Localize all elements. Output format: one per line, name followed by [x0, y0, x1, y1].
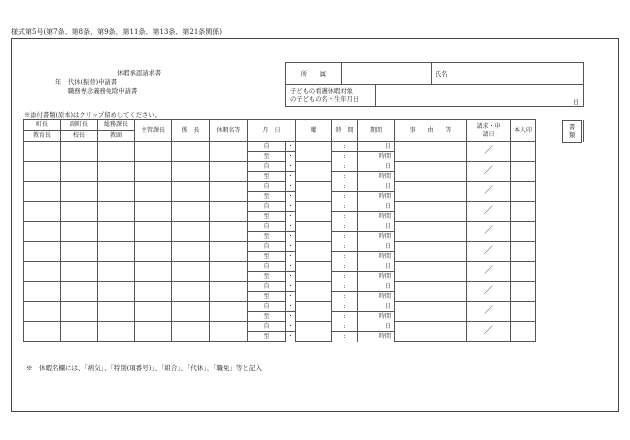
- approval-manager-cell[interactable]: [135, 262, 172, 282]
- weekday-cell[interactable]: [296, 302, 332, 322]
- row-margin: [536, 322, 584, 342]
- leave-row: [24, 222, 584, 232]
- reason-cell[interactable]: [395, 262, 467, 282]
- from-date-cell[interactable]: ・: [287, 182, 294, 190]
- footer-note: ※ 休暇名欄には、「病気」、「特別(項番号)」、「組合」、「代休」、「職免」等と記入: [26, 364, 262, 372]
- seal-cell[interactable]: [511, 262, 536, 282]
- request-date-cell[interactable]: ／: [467, 202, 511, 222]
- approval-gen-affairs-cell[interactable]: [98, 302, 135, 322]
- from-date-cell[interactable]: ・: [287, 302, 294, 310]
- period-hours-cell[interactable]: 時間: [358, 272, 395, 282]
- period-days-cell[interactable]: 日: [358, 322, 395, 332]
- start-time-cell[interactable]: :: [332, 302, 358, 312]
- reason-cell[interactable]: [395, 242, 467, 262]
- leave-row: [24, 242, 584, 252]
- request-date-cell[interactable]: ／: [467, 262, 511, 282]
- end-time-cell[interactable]: :: [332, 192, 358, 202]
- weekday-cell[interactable]: [296, 262, 332, 282]
- start-time-cell[interactable]: :: [332, 262, 358, 272]
- approval-chief-cell[interactable]: [172, 222, 210, 242]
- from-label: 自: [248, 182, 286, 192]
- approval-deputy-cell[interactable]: [61, 142, 98, 162]
- approval-deputy-cell[interactable]: [61, 242, 98, 262]
- request-date-cell[interactable]: ／: [467, 162, 511, 182]
- period-days-cell[interactable]: 日: [358, 302, 395, 312]
- row-margin: [536, 282, 584, 302]
- from-label: 自: [248, 202, 286, 212]
- approval-mayor-cell[interactable]: [24, 322, 61, 342]
- approval-manager-cell[interactable]: [135, 242, 172, 262]
- leave-row: [24, 162, 584, 172]
- weekday-cell[interactable]: [296, 142, 332, 162]
- seal-cell[interactable]: [511, 222, 536, 242]
- child-care-label: 子どもの看護休暇対象 の子どもの名・生年月日: [286, 85, 376, 107]
- approval-chief-cell[interactable]: [172, 162, 210, 182]
- attachment-note: ※添付書類(原本)はクリップ留めしてください。: [24, 112, 161, 119]
- weekday-cell[interactable]: [296, 222, 332, 242]
- period-hours-cell[interactable]: 時間: [358, 172, 395, 182]
- approver-general-affairs-chief: 総務課長: [98, 120, 135, 131]
- request-date-cell[interactable]: ／: [467, 322, 511, 342]
- to-date-cell[interactable]: ・: [287, 253, 294, 261]
- to-label: 至: [248, 252, 286, 262]
- to-date-cell[interactable]: ・: [287, 193, 294, 201]
- weekday-cell[interactable]: [296, 322, 332, 342]
- leave-name-cell[interactable]: [210, 262, 248, 282]
- from-label: 自: [248, 222, 286, 232]
- row-margin: [536, 302, 584, 322]
- seal-cell[interactable]: [511, 302, 536, 322]
- to-label: 至: [248, 172, 286, 182]
- period-days-cell[interactable]: 日: [358, 162, 395, 172]
- approval-deputy-cell[interactable]: [61, 302, 98, 322]
- leave-name-cell[interactable]: [210, 142, 248, 162]
- approval-manager-cell[interactable]: [135, 142, 172, 162]
- end-time-cell[interactable]: :: [332, 252, 358, 262]
- approval-mayor-cell[interactable]: [24, 142, 61, 162]
- approval-chief-cell[interactable]: [172, 282, 210, 302]
- header-manager: 主管課長: [135, 120, 172, 142]
- form-title-substitute-holiday: 代休(振替)申請書: [68, 79, 117, 86]
- leave-name-cell[interactable]: [210, 242, 248, 262]
- approval-deputy-cell[interactable]: [61, 262, 98, 282]
- period-hours-cell[interactable]: 時間: [358, 192, 395, 202]
- end-time-cell[interactable]: :: [332, 292, 358, 302]
- request-date-cell[interactable]: ／: [467, 282, 511, 302]
- reason-cell[interactable]: [395, 162, 467, 182]
- period-days-cell[interactable]: 日: [358, 182, 395, 192]
- approval-mayor-cell[interactable]: [24, 242, 61, 262]
- from-date-cell[interactable]: ・: [287, 282, 294, 290]
- leave-row: [24, 262, 584, 272]
- approver-vice-principal: 教頭: [98, 131, 135, 142]
- from-label: 自: [248, 282, 286, 292]
- leave-name-cell[interactable]: [210, 222, 248, 242]
- approver-principal: 校長: [61, 131, 98, 142]
- approval-manager-cell[interactable]: [135, 162, 172, 182]
- approval-manager-cell[interactable]: [135, 302, 172, 322]
- header-leave-name: 休暇名等: [210, 120, 248, 142]
- leave-name-cell[interactable]: [210, 282, 248, 302]
- row-margin: [536, 182, 584, 202]
- to-date-cell[interactable]: ・: [287, 233, 294, 241]
- end-time-cell[interactable]: :: [332, 332, 358, 342]
- approval-mayor-cell[interactable]: [24, 282, 61, 302]
- from-label: 自: [248, 142, 286, 152]
- reason-cell[interactable]: [395, 142, 467, 162]
- request-date-cell[interactable]: ／: [467, 222, 511, 242]
- end-time-cell[interactable]: :: [332, 312, 358, 322]
- form-title-duty-exemption: 職務専念義務免除申請書: [68, 88, 138, 95]
- period-hours-cell[interactable]: 時間: [358, 292, 395, 302]
- approval-chief-cell[interactable]: [172, 302, 210, 322]
- approval-chief-cell[interactable]: [172, 322, 210, 342]
- period-days-cell[interactable]: 日: [358, 282, 395, 292]
- seal-cell[interactable]: [511, 282, 536, 302]
- to-label: 至: [248, 292, 286, 302]
- to-label: 至: [248, 152, 286, 162]
- approval-chief-cell[interactable]: [172, 242, 210, 262]
- leave-name-cell[interactable]: [210, 162, 248, 182]
- end-time-cell[interactable]: :: [332, 172, 358, 182]
- to-label: 至: [248, 232, 286, 242]
- approval-mayor-cell[interactable]: [24, 162, 61, 182]
- request-date-cell[interactable]: ／: [467, 182, 511, 202]
- approval-mayor-cell[interactable]: [24, 262, 61, 282]
- approval-manager-cell[interactable]: [135, 282, 172, 302]
- approval-deputy-cell[interactable]: [61, 222, 98, 242]
- reason-cell[interactable]: [395, 222, 467, 242]
- department-label: 所 属: [286, 63, 342, 85]
- from-date-cell[interactable]: ・: [287, 322, 294, 330]
- end-time-cell[interactable]: :: [332, 212, 358, 222]
- approval-gen-affairs-cell[interactable]: [98, 202, 135, 222]
- header-weekday: 曜: [296, 120, 332, 142]
- start-time-cell[interactable]: :: [332, 202, 358, 212]
- approval-mayor-cell[interactable]: [24, 222, 61, 242]
- to-date-cell[interactable]: ・: [287, 173, 294, 181]
- weekday-cell[interactable]: [296, 242, 332, 262]
- header-time: 時 間: [332, 120, 358, 142]
- approval-manager-cell[interactable]: [135, 202, 172, 222]
- start-time-cell[interactable]: :: [332, 222, 358, 232]
- from-label: 自: [248, 242, 286, 252]
- seal-cell[interactable]: [511, 242, 536, 262]
- form-number-header: 様式第5号(第7条、第8条、第9条、第11条、第13条、第21条関係): [11, 28, 222, 36]
- weekday-cell[interactable]: [296, 282, 332, 302]
- from-date-cell[interactable]: ・: [287, 242, 294, 250]
- approval-deputy-cell[interactable]: [61, 202, 98, 222]
- period-hours-cell[interactable]: 時間: [358, 252, 395, 262]
- form-title-leave-request: 休暇承認請求書: [117, 70, 162, 77]
- approval-deputy-cell[interactable]: [61, 322, 98, 342]
- department-field[interactable]: [342, 63, 432, 85]
- to-date-cell[interactable]: ・: [287, 213, 294, 221]
- approval-deputy-cell[interactable]: [61, 182, 98, 202]
- header-section-chief: 係 長: [172, 120, 210, 142]
- period-hours-cell[interactable]: 時間: [358, 232, 395, 242]
- approval-deputy-cell[interactable]: [61, 282, 98, 302]
- row-margin: [536, 262, 584, 282]
- weekday-cell[interactable]: [296, 202, 332, 222]
- documents-box: [562, 120, 582, 143]
- request-date-cell[interactable]: ／: [467, 142, 511, 162]
- end-time-cell[interactable]: :: [332, 152, 358, 162]
- weekday-cell[interactable]: [296, 162, 332, 182]
- reason-cell[interactable]: [395, 322, 467, 342]
- leave-rows: [24, 142, 584, 342]
- request-date-cell[interactable]: ／: [467, 302, 511, 322]
- leave-row: [24, 322, 584, 332]
- name-field[interactable]: [432, 63, 584, 85]
- seal-cell[interactable]: [511, 322, 536, 342]
- leave-row: [24, 142, 584, 152]
- approver-mayor: 町長: [24, 120, 61, 131]
- seal-cell[interactable]: [511, 182, 536, 202]
- to-date-cell[interactable]: ・: [287, 313, 294, 321]
- end-time-cell[interactable]: :: [332, 272, 358, 282]
- name-label: 氏名: [435, 71, 448, 78]
- header-month-day: 月 日: [248, 120, 296, 142]
- to-label: 至: [248, 272, 286, 282]
- weekday-cell[interactable]: [296, 182, 332, 202]
- leave-name-cell[interactable]: [210, 202, 248, 222]
- period-days-cell[interactable]: 日: [358, 222, 395, 232]
- leave-name-cell[interactable]: [210, 182, 248, 202]
- approval-gen-affairs-cell[interactable]: [98, 222, 135, 242]
- header-reason: 事 由 等: [395, 120, 467, 142]
- period-days-cell[interactable]: 日: [358, 242, 395, 252]
- from-label: 自: [248, 162, 286, 172]
- approval-manager-cell[interactable]: [135, 222, 172, 242]
- leave-request-table: [23, 119, 584, 342]
- start-time-cell[interactable]: :: [332, 182, 358, 192]
- period-hours-cell[interactable]: 時間: [358, 312, 395, 322]
- to-date-cell[interactable]: ・: [287, 153, 294, 161]
- header-personal-seal: 本人印: [511, 120, 536, 142]
- seal-cell[interactable]: [511, 202, 536, 222]
- from-date-cell[interactable]: ・: [287, 202, 294, 210]
- approval-chief-cell[interactable]: [172, 202, 210, 222]
- header-period: 期間: [358, 120, 395, 142]
- approval-mayor-cell[interactable]: [24, 302, 61, 322]
- from-date-cell[interactable]: ・: [287, 262, 294, 270]
- start-time-cell[interactable]: :: [332, 162, 358, 172]
- approval-gen-affairs-cell[interactable]: [98, 322, 135, 342]
- documents-label: 書 類: [563, 121, 582, 143]
- approval-deputy-cell[interactable]: [61, 162, 98, 182]
- approval-chief-cell[interactable]: [172, 262, 210, 282]
- period-hours-cell[interactable]: 時間: [358, 212, 395, 222]
- reason-cell[interactable]: [395, 202, 467, 222]
- request-date-cell[interactable]: ／: [467, 242, 511, 262]
- row-margin: [536, 162, 584, 182]
- approval-manager-cell[interactable]: [135, 322, 172, 342]
- approval-mayor-cell[interactable]: [24, 182, 61, 202]
- approval-manager-cell[interactable]: [135, 182, 172, 202]
- from-label: 自: [248, 262, 286, 272]
- approval-chief-cell[interactable]: [172, 182, 210, 202]
- row-margin: [536, 222, 584, 242]
- period-days-cell[interactable]: 日: [358, 142, 395, 152]
- header-request-date: 請求・申 請日: [467, 120, 511, 142]
- row-margin: [536, 242, 584, 262]
- seal-cell[interactable]: [511, 162, 536, 182]
- leave-row: [24, 182, 584, 192]
- approver-superintendent: 教育長: [24, 131, 61, 142]
- from-label: 自: [248, 302, 286, 312]
- row-margin: [536, 142, 584, 162]
- to-label: 至: [248, 332, 286, 342]
- leave-name-cell[interactable]: [210, 302, 248, 322]
- reason-cell[interactable]: [395, 182, 467, 202]
- form-title-year-mark: 年: [55, 79, 62, 86]
- seal-cell[interactable]: [511, 142, 536, 162]
- approval-gen-affairs-cell[interactable]: [98, 142, 135, 162]
- reason-cell[interactable]: [395, 302, 467, 322]
- reason-cell[interactable]: [395, 282, 467, 302]
- from-date-cell[interactable]: ・: [287, 222, 294, 230]
- to-label: 至: [248, 212, 286, 222]
- from-date-cell[interactable]: ・: [287, 162, 294, 170]
- approval-chief-cell[interactable]: [172, 142, 210, 162]
- approval-gen-affairs-cell[interactable]: [98, 242, 135, 262]
- start-time-cell[interactable]: :: [332, 282, 358, 292]
- approval-gen-affairs-cell[interactable]: [98, 182, 135, 202]
- approval-gen-affairs-cell[interactable]: [98, 282, 135, 302]
- leave-row: [24, 202, 584, 212]
- applicant-info-table: [285, 62, 584, 107]
- row-margin: [536, 202, 584, 222]
- start-time-cell[interactable]: :: [332, 322, 358, 332]
- approval-gen-affairs-cell[interactable]: [98, 162, 135, 182]
- leave-row: [24, 282, 584, 292]
- approver-deputy-mayor: 副町長: [61, 120, 98, 131]
- day-mark: 日: [572, 99, 579, 106]
- to-label: 至: [248, 312, 286, 322]
- to-date-cell[interactable]: ・: [287, 293, 294, 301]
- start-time-cell[interactable]: :: [332, 242, 358, 252]
- leave-name-cell[interactable]: [210, 322, 248, 342]
- approval-gen-affairs-cell[interactable]: [98, 262, 135, 282]
- to-date-cell[interactable]: ・: [287, 333, 294, 341]
- to-date-cell[interactable]: ・: [287, 273, 294, 281]
- approval-mayor-cell[interactable]: [24, 202, 61, 222]
- period-days-cell[interactable]: 日: [358, 202, 395, 212]
- period-days-cell[interactable]: 日: [358, 262, 395, 272]
- from-date-cell[interactable]: ・: [287, 143, 294, 150]
- period-hours-cell[interactable]: 時間: [358, 332, 395, 342]
- start-time-cell[interactable]: :: [332, 142, 358, 152]
- period-hours-cell[interactable]: 時間: [358, 152, 395, 162]
- to-label: 至: [248, 192, 286, 202]
- end-time-cell[interactable]: :: [332, 232, 358, 242]
- from-label: 自: [248, 322, 286, 332]
- leave-row: [24, 302, 584, 312]
- child-name-birthdate-field[interactable]: [376, 85, 584, 107]
